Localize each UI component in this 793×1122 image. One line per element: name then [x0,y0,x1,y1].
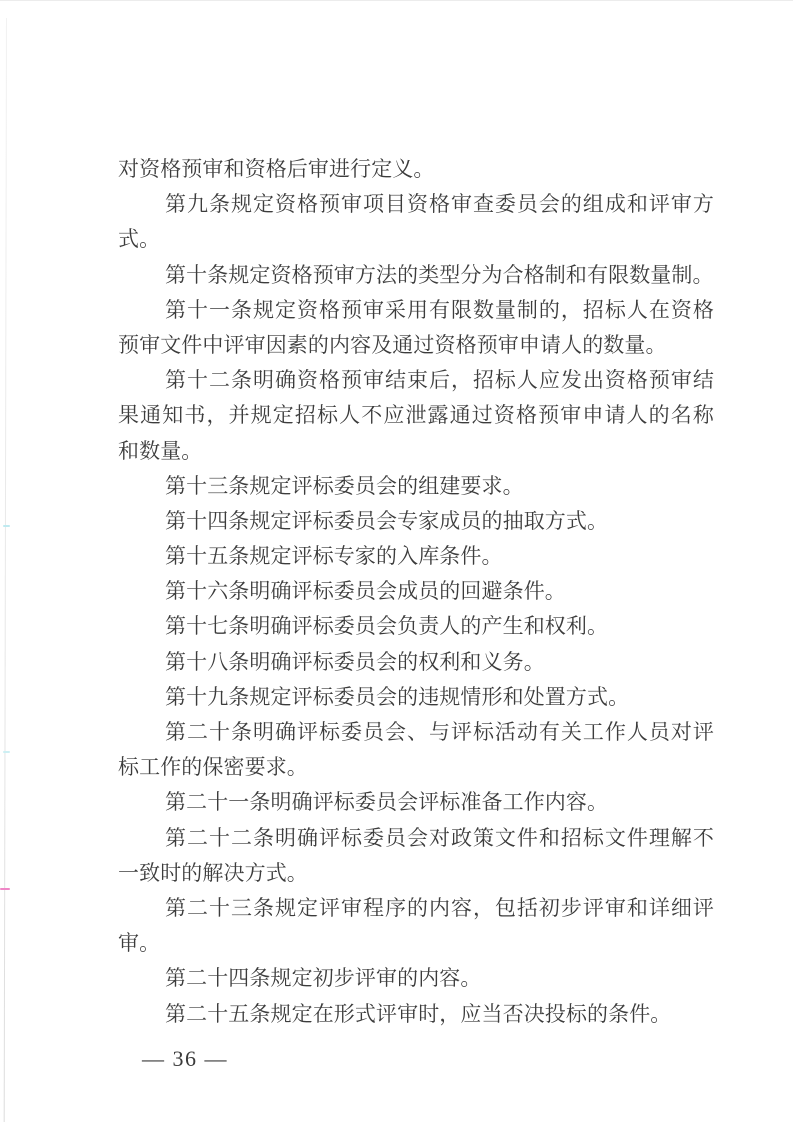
text-line: 第十七条明确评标委员会负责人的产生和权利。 [165,614,609,639]
text-line: 第十四条规定评标委员会专家成员的抽取方式。 [165,508,609,533]
text-line: 第十条规定资格预审方法的类型分为合格制和有限数量制。 [165,262,714,287]
scan-edge-left-artifact [4,18,7,1122]
text-line: 第九条规定资格预审项目资格审查委员会的组成和评审方 [165,192,714,217]
text-line: 对资格预审和资格后审进行定义。 [118,157,435,181]
text-line: 第十八条明确评标委员会的权利和义务。 [165,649,545,674]
text-line: 式。 [118,227,161,252]
scan-speck-cyan [3,751,10,753]
text-line: 预审文件中评审因素的内容及通过资格预审申请人的数量。 [118,332,667,357]
scan-speck-pink [0,888,10,890]
text-line: 第二十一条明确评标委员会评标准备工作内容。 [165,790,609,815]
text-line: 第十三条规定评标委员会的组建要求。 [165,473,524,498]
text-line: 第二十二条明确评标委员会对政策文件和招标文件理解不 [165,825,714,850]
scan-edge-top-artifact [0,0,793,1]
text-line: 标工作的保密要求。 [118,755,308,780]
text-line: 第十六条明确评标委员会成员的回避条件。 [165,579,566,604]
text-line: 第二十五条规定在形式评审时，应当否决投标的条件。 [165,1001,672,1026]
page-number: — 36 — [142,1046,228,1071]
text-line: 第十一条规定资格预审采用有限数量制的，招标人在资格 [165,297,714,322]
text-line: 果通知书，并规定招标人不应泄露通过资格预审申请人的名称 [118,403,714,428]
document-body [118,152,714,1032]
text-line: 第十九条规定评标委员会的违规情形和处置方式。 [165,684,630,709]
text-line: 第十二条明确资格预审结束后，招标人应发出资格预审结 [165,368,714,393]
text-line: 第二十四条规定初步评审的内容。 [165,966,482,991]
scan-speck-cyan [3,525,10,527]
page-footer [142,1044,228,1074]
text-line: 和数量。 [118,438,203,463]
text-line: 审。 [118,931,161,956]
text-line: 第十五条规定评标专家的入库条件。 [165,544,503,569]
text-line: 一致时的解决方式。 [118,860,308,885]
text-line: 第二十三条规定评审程序的内容，包括初步评审和详细评 [165,895,714,920]
text-line: 第二十条明确评标委员会、与评标活动有关工作人员对评 [165,720,714,744]
